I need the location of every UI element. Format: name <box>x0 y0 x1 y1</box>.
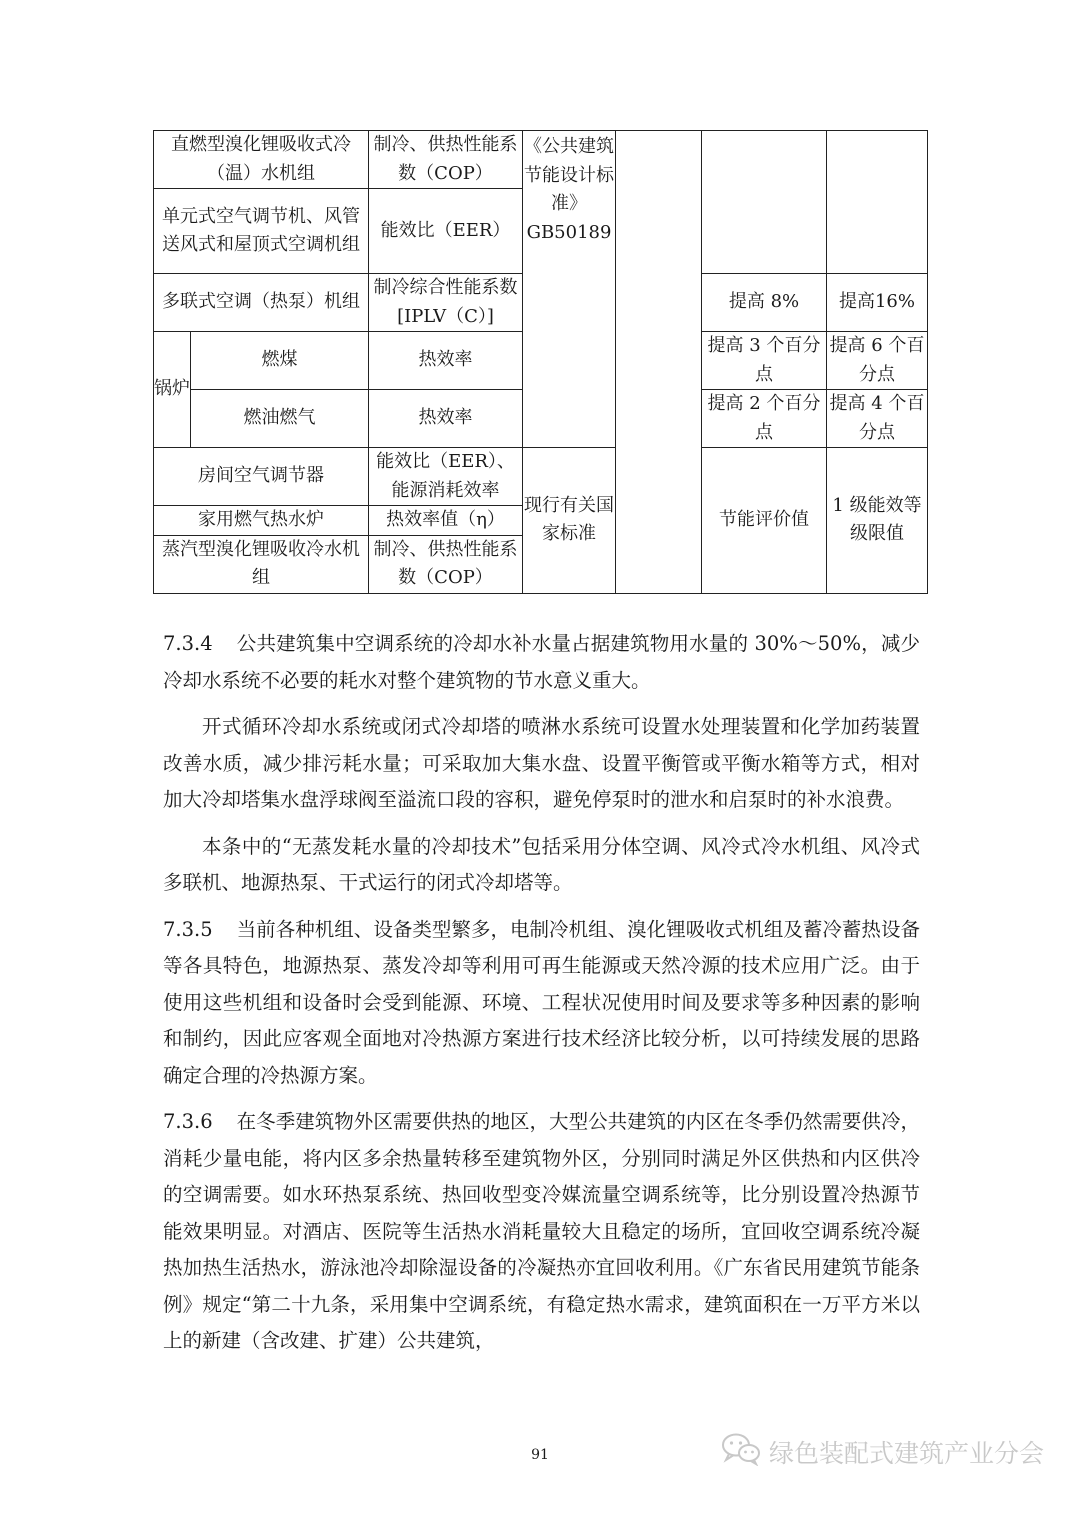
section-number: 7.3.4 <box>163 632 213 655</box>
level1-cell: 提高16% <box>827 274 928 332</box>
device-cell: 家用燃气热水炉 <box>154 506 369 536</box>
level2-cell: 提高 8% <box>702 274 827 332</box>
paragraph-7-3-5 <box>163 912 920 1095</box>
body-text <box>163 626 920 1360</box>
paragraph-text: 当前各种机组、设备类型繁多，电制冷机组、溴化锂吸收式机组及蓄冷蓄热设备等各具特色，地源热泵、蒸发冷却等利用可再生能源或天然冷源的技术应用广泛。由于使用这些机组和设备时会受到能源、环境、工程状况使用时间及要求等多种因素的影响和制约，因此应客观全面地对冷热源方案进行技术经济比较分析，以可持续发展的思路确定合理的冷热源方案。 <box>163 917 920 1087</box>
energy-efficiency-table <box>153 130 928 594</box>
metric-cell: 制冷综合性能系数[IPLV（C）] <box>369 274 523 332</box>
level2-cell: 提高 3 个百分点 <box>702 332 827 390</box>
metric-cell: 能效比（EER） <box>369 189 523 274</box>
paragraph-7-3-6 <box>163 1104 920 1360</box>
level1-cell: 提高 6 个百分点 <box>827 332 928 390</box>
section-number: 7.3.5 <box>163 917 213 941</box>
device-cell: 燃油燃气 <box>191 390 369 448</box>
watermark <box>721 1432 1044 1472</box>
metric-cell: 热效率 <box>369 390 523 448</box>
paragraph: 开式循环冷却水系统或闭式冷却塔的喷淋水系统可设置水处理装置和化学加药装置改善水质，减少排污耗水量；可采取加大集水盘、设置平衡管或平衡水箱等方式，相对加大冷却塔集水盘浮球阀至溢流口段的容积，避免停泵时的泄水和启泵时的补水浪费。 <box>163 715 920 811</box>
boiler-label-cell: 锅炉 <box>154 332 191 448</box>
device-cell: 蒸汽型溴化锂吸收冷水机组 <box>154 535 369 593</box>
device-cell: 燃煤 <box>191 332 369 390</box>
wechat-icon <box>721 1432 761 1472</box>
watermark-text: 绿色装配式建筑产业分会 <box>768 1439 1044 1468</box>
metric-cell: 制冷、供热性能系数（COP） <box>369 131 523 189</box>
eval-value-cell: 节能评价值 <box>702 448 827 594</box>
paragraph-text: 公共建筑集中空调系统的冷却水补水量占据建筑物用水量的 30%～50%，减少冷却水系统不必要的耗水对整个建筑物的节水意义重大。 <box>163 632 920 692</box>
device-cell: 单元式空气调节机、风管送风式和屋顶式空调机组 <box>154 189 369 274</box>
device-cell: 房间空气调节器 <box>154 448 369 506</box>
standard-cell-public: 《公共建筑节能设计标准》GB50189 <box>523 131 616 448</box>
metric-cell: 制冷、供热性能系数（COP） <box>369 535 523 593</box>
level2-cell: 提高 2 个百分点 <box>702 390 827 448</box>
metric-cell: 热效率值（η） <box>369 506 523 536</box>
grade1-limit-cell: 1 级能效等级限值 <box>827 448 928 594</box>
device-cell: 直燃型溴化锂吸收式冷（温）水机组 <box>154 131 369 189</box>
metric-cell: 能效比（EER）、能源消耗效率 <box>369 448 523 506</box>
empty-cell <box>702 131 827 274</box>
paragraph-text: 在冬季建筑物外区需要供热的地区，大型公共建筑的内区在冬季仍然需要供冷，消耗少量电能，将内区多余热量转移至建筑物外区，分别同时满足外区供热和内区供冷的空调需要。如水环热泵系统、热回收型变冷媒流量空调系统等，比分别设置冷热源节能效果明显。对酒店、医院等生活热水消耗量较大且稳定的场所，宜回收空调系统冷凝热加热生活热水，游泳池冷却除湿设备的冷凝热亦宜回收利用。《广东省民用建筑节能条例》规定“第二十九条，采用集中空调系统，有稳定热水需求，建筑面积在一万平方米以上的新建（含改建、扩建）公共建筑， <box>163 1110 920 1352</box>
device-cell: 多联式空调（热泵）机组 <box>154 274 369 332</box>
empty-cell <box>616 131 702 594</box>
paragraph-7-3-4 <box>163 626 920 699</box>
empty-cell <box>827 131 928 274</box>
standard-cell-national: 现行有关国家标准 <box>523 448 616 594</box>
section-number: 7.3.6 <box>163 1110 213 1133</box>
level1-cell: 提高 4 个百分点 <box>827 390 928 448</box>
page-number: 91 <box>531 1447 549 1463</box>
paragraph: 本条中的“无蒸发耗水量的冷却技术”包括采用分体空调、风冷式冷水机组、风冷式多联机、地源热泵、干式运行的闭式冷却塔等。 <box>163 834 920 894</box>
metric-cell: 热效率 <box>369 332 523 390</box>
